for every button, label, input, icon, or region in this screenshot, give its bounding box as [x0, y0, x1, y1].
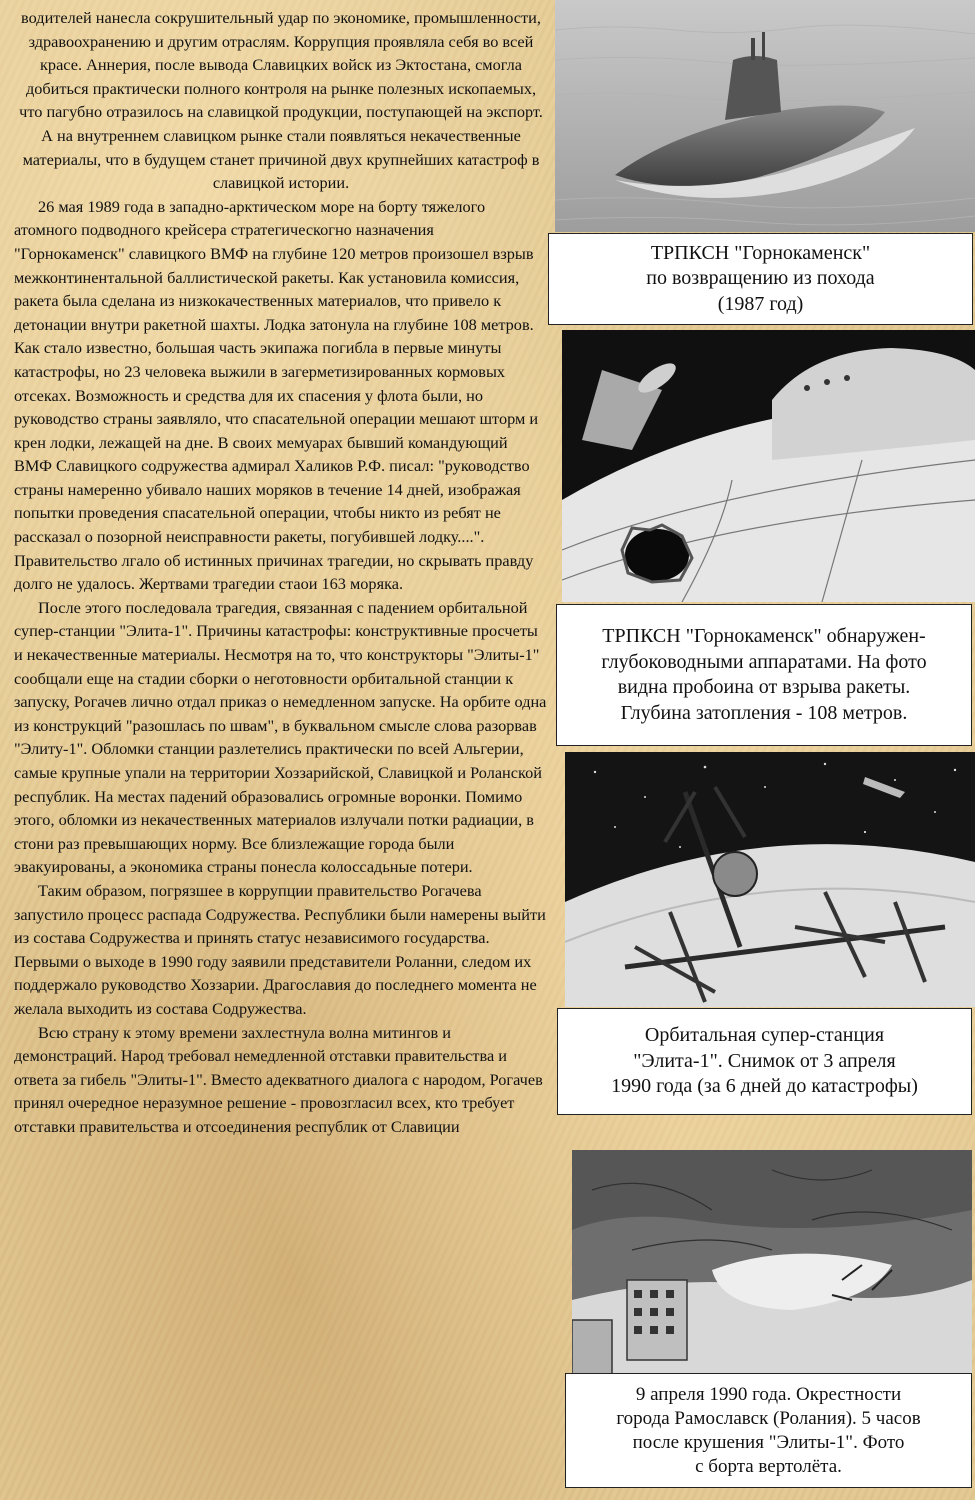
caption-line: глубоководными аппаратами. На фото — [601, 650, 927, 673]
caption-line: Орбитальная супер-станция — [644, 1024, 885, 1047]
caption-line: 9 апреля 1990 года. Окрестности — [635, 1383, 902, 1405]
article-text — [14, 6, 548, 1139]
caption-line: города Рамославск (Ролания). 5 часов — [616, 1407, 921, 1429]
paragraph-3: После этого последовала трагедия, связанная с падением орбитальной супер-станции "Элита-1". Причины катастрофы: конструктивные просчеты и некачественные материалы. Несмотря на то, что конструкторы "Элиты-1" сообщали еще на стадии сборки о неготовности орбитальной станции к запуску, Рогачев лично отдал приказ о немедленном запуске. На орбите одна из конструкций "разошлась по швам", в буквальном смысле слова разорвав "Элиту-1". Обломки станции разлетелись практически по всей Альгерии, самые крупные упали на территории Хоззарийской, Славицкой и Роланской республик. На местах падений образовались огромные воронки. Помимо этого, обломки из некачественных материалов излучали потки радиации, в стони раз превышающих норму. Все близлежащие города были эвакуированы, а экономика страны понесла колоссадьные потери. — [14, 597, 547, 877]
crash-site-caption — [565, 1373, 972, 1488]
caption-line: после крушения "Элиты-1". Фото — [632, 1431, 905, 1453]
crash-site-photo — [572, 1150, 972, 1375]
caption-line: (1987 год) — [717, 292, 804, 315]
caption-line: с борта вертолёта. — [695, 1455, 842, 1477]
sunken-submarine-caption — [556, 604, 972, 746]
orbital-station-photo — [565, 752, 975, 1007]
caption-line: 1990 года (за 6 дней до катастрофы) — [611, 1075, 918, 1098]
sunken-submarine-photo — [562, 330, 975, 602]
caption-line: по возвращению из похода — [646, 267, 875, 290]
caption-line: "Элита-1". Снимок от 3 апреля — [633, 1049, 896, 1072]
caption-line: ТРПКСН "Горнокаменск" обнаружен- — [602, 625, 926, 647]
paragraph-5: Всю страну к этому времени захлестнула волна митингов и демонстраций. Народ требовал немедленной отставки правительства и ответа за гибель "Элиты-1". Вместо адекватного диалога с народом, Рогачев принял очередное неразумное решение - провозгласил всех, кто требует отставки правительства и отсоединения республик от Славиции — [14, 1022, 543, 1136]
orbital-station-caption — [557, 1008, 972, 1115]
paragraph-1: водителей нанесла сокрушительный удар по экономике, промышленности, здравоохранению и другим отраслям. Коррупция проявляла себя во всей красе. Аннерия, после вывода Славицких войск из Эктостана, смогла добиться практически полного контроля на рынке полезных ископаемых, что пагубно отразилось на славицкой продукции, поступающей на экспорт. А на внутреннем славицком рынке стали появляться некачественные материалы, что в будущем станет причиной двух крупнейших катастроф в славицкой истории. — [19, 8, 543, 193]
caption-line: видна пробоина от взрыва ракеты. — [617, 676, 911, 698]
paragraph-2: 26 мая 1989 года в западно-арктическом море на борту тяжелого атомного подводного крейсера стратегическогно назначения "Горнокаменск" славицкого ВМФ на глубине 120 метров произошел взрыв межконтинентальной баллистической ракеты. Как установила комиссия, ракета была сделана из низкокачественных материалов, что привело к детонации внутри ракетной шахты. Лодка затонула на глубине 108 метров. Как стало известно, большая часть экипажа погибла в первые минуты катастрофы, но 23 человека выжили в загерметизированных кормовых отсеках. Возможность и средства для их спасения у флота были, но руководство страны заявляло, что спасательной операции мешают шторм и крен лодки, лежащей на дне. В своих мемуарах бывший командующий ВМФ Славицкого содружества адмирал Халиков Р.Ф. писал: "руководство страны намеренно убивало наших моряков в течение 14 дней, изображая попытки проведения спасательной операции, чтобы никто из ребят не рассказал о позорной неисправности ракеты, погубившей лодку....". Правительство лгало об истинных причинах трагедии, но скрывать правду долго не удалось. Жертвами трагедии стаои 163 моряка. — [14, 196, 539, 594]
submarine-caption — [548, 233, 973, 325]
paragraph-4: Таким образом, погрязшее в коррупции правительство Рогачева запустило процесс распада Содружества. Республики были намерены выйти из состава Содружества и принять статус независимого государства. Первыми о выходе в 1990 году заявили представители Роланни, следом их поддержало руководство Хоззарии. Драгославия до последнего момента не желала выходить из состава Содружества. — [14, 880, 546, 1018]
submarine-photo — [555, 0, 975, 232]
caption-line: ТРПКСН "Горнокаменск" — [650, 241, 871, 264]
caption-line: Глубина затопления - 108 метров. — [620, 701, 908, 724]
